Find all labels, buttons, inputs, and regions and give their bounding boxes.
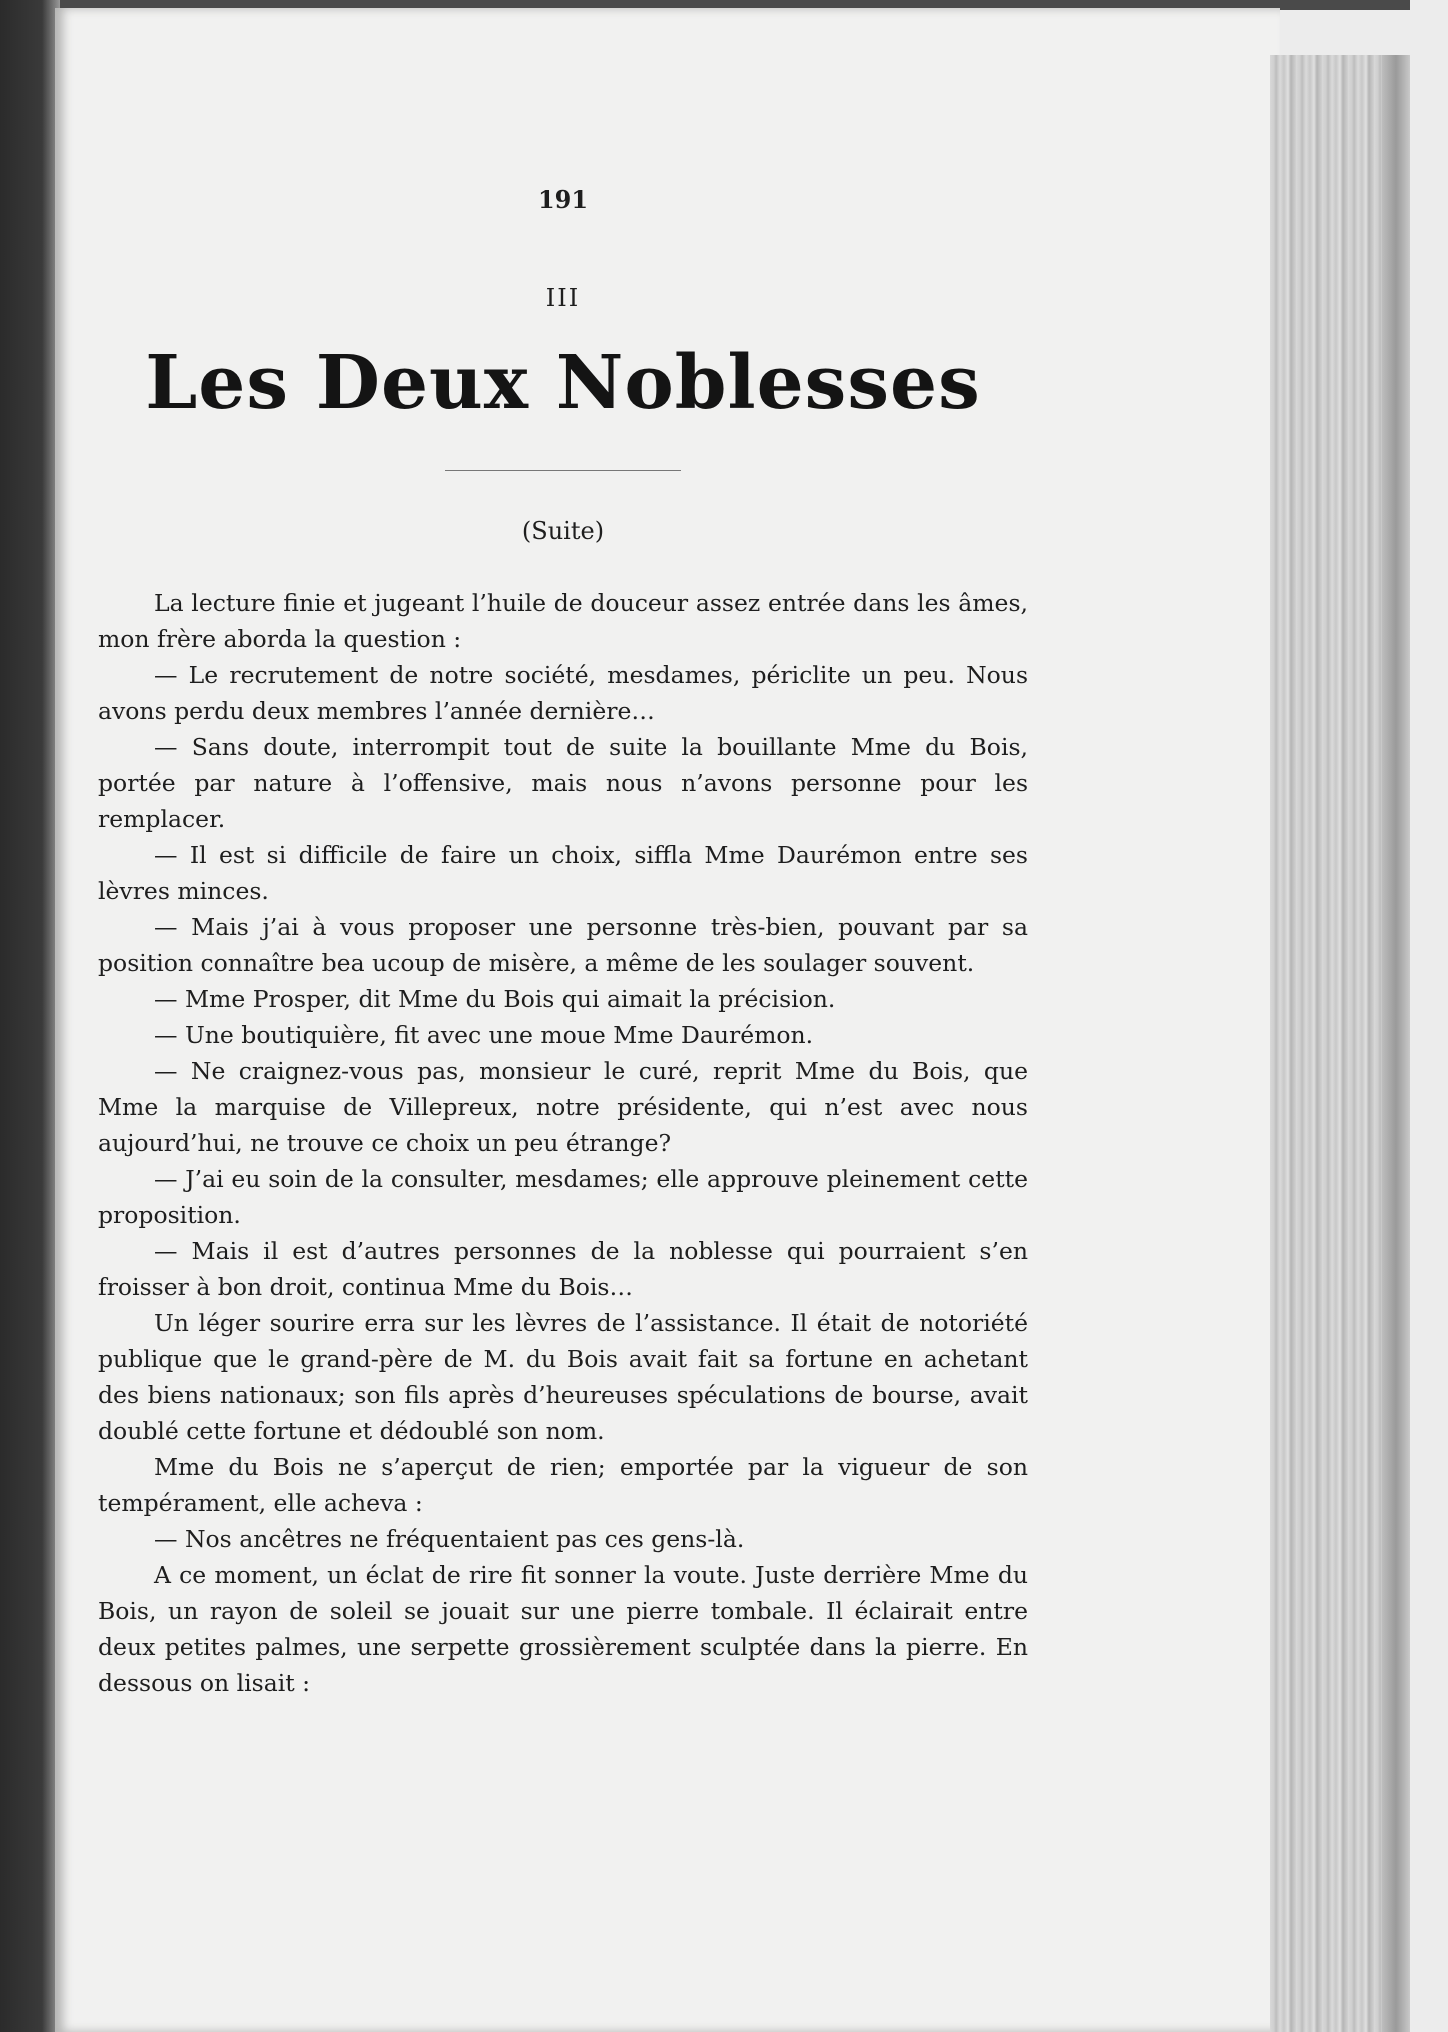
paragraph: — Sans doute, interrompit tout de suite la bouillante Mme du Bois, portée par nature à l’offensive, mais nous n’avons personne pour les remplacer. xyxy=(98,733,1028,833)
book-gutter xyxy=(0,0,60,2032)
title-divider xyxy=(445,470,681,471)
paragraph: — Nos ancêtres ne fréquentaient pas ces gens-là. xyxy=(154,1525,745,1553)
paragraph: — Mais j’ai à vous proposer une personne très-bien, pouvant par sa position connaître bea ucoup de misère, a même de les soulager souvent. xyxy=(98,913,1028,977)
page-content xyxy=(98,185,1028,1701)
paragraph: — Une boutiquière, fit avec une moue Mme Daurémon. xyxy=(154,1021,814,1049)
paragraph: Un léger sourire erra sur les lèvres de l’assistance. Il était de notoriété publique que le grand-père de M. du Bois avait fait sa fortune en achetant des biens nationaux; son fils après d’heureuses spéculations de bourse, avait doublé cette fortune et dédoublé son nom. xyxy=(98,1309,1028,1445)
body-text xyxy=(98,585,1028,1701)
paragraph: — Mme Prosper, dit Mme du Bois qui aimait la précision. xyxy=(154,985,836,1013)
paragraph: A ce moment, un éclat de rire fit sonner la voute. Juste derrière Mme du Bois, un rayon de soleil se jouait sur une pierre tombale. Il éclairait entre deux petites palmes, une serpette grossièrement sculptée dans la pierre. En dessous on lisait : xyxy=(98,1561,1028,1697)
chapter-subtitle: (Suite) xyxy=(521,517,605,545)
paragraph: — Mais il est d’autres personnes de la noblesse qui pourraient s’en froisser à bon droit, continua Mme du Bois… xyxy=(98,1237,1028,1301)
page-number: 191 xyxy=(537,185,589,214)
paragraph: — Ne craignez-vous pas, monsieur le curé, reprit Mme du Bois, que Mme la marquise de Villepreux, notre présidente, qui n’est avec nous aujourd’hui, ne trouve ce choix un peu étrange? xyxy=(98,1057,1028,1157)
paragraph: La lecture finie et jugeant l’huile de douceur assez entrée dans les âmes, mon frère aborda la question : xyxy=(98,589,1028,653)
scan-right-border xyxy=(1410,0,1448,2032)
paragraph: — Le recrutement de notre société, mesdames, périclite un peu. Nous avons perdu deux membres l’année dernière… xyxy=(98,661,1028,725)
paragraph: Mme du Bois ne s’aperçut de rien; emportée par la vigueur de son tempérament, elle acheva : xyxy=(98,1453,1028,1517)
chapter-number: III xyxy=(545,284,581,312)
page-edges xyxy=(1270,55,1410,2032)
chapter-title: Les Deux Noblesses xyxy=(145,340,981,426)
paragraph: — Il est si difficile de faire un choix, siffla Mme Daurémon entre ses lèvres minces. xyxy=(98,841,1028,905)
paragraph: — J’ai eu soin de la consulter, mesdames; elle approuve pleinement cette proposition. xyxy=(98,1165,1028,1229)
